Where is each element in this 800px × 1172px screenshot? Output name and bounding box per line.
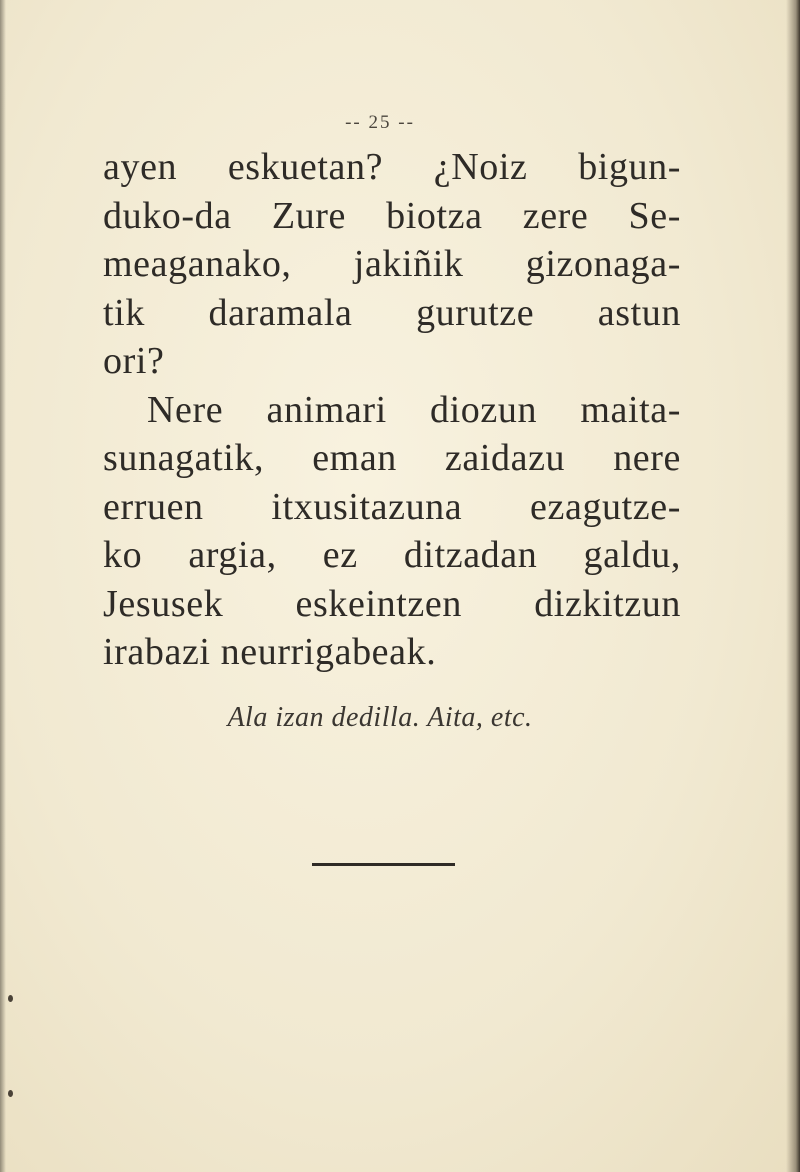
page-left-edge bbox=[0, 0, 6, 1172]
text-line: irabazi neurrigabeak. bbox=[103, 631, 437, 673]
horizontal-rule bbox=[312, 863, 455, 866]
body-text bbox=[103, 143, 681, 677]
text-line: Nere animari diozun maita- bbox=[147, 388, 681, 431]
text-line: sunagatik, eman zaidazu nere bbox=[103, 437, 681, 479]
text-line: ko argia, ez ditzadan galdu, bbox=[103, 534, 681, 576]
text-line: Jesusek eskeintzen dizkitzun bbox=[103, 582, 681, 625]
ink-speck bbox=[8, 1090, 13, 1097]
text-line: erruen itxusitazuna ezagutze- bbox=[103, 485, 681, 528]
closing-prayer: Ala izan dedilla. Aita, etc. bbox=[227, 702, 533, 733]
text-line: ori? bbox=[103, 340, 165, 382]
page-number: -- 25 -- bbox=[345, 112, 415, 133]
text-line: duko-da Zure biotza zere Se- bbox=[103, 194, 681, 237]
ink-speck bbox=[8, 995, 13, 1002]
text-line: meaganako, jakiñik gizonaga- bbox=[103, 243, 681, 285]
text-line: tik daramala gurutze astun bbox=[103, 291, 681, 334]
text-line: ayen eskuetan? ¿Noiz bigun- bbox=[103, 146, 681, 188]
page-right-edge bbox=[786, 0, 800, 1172]
